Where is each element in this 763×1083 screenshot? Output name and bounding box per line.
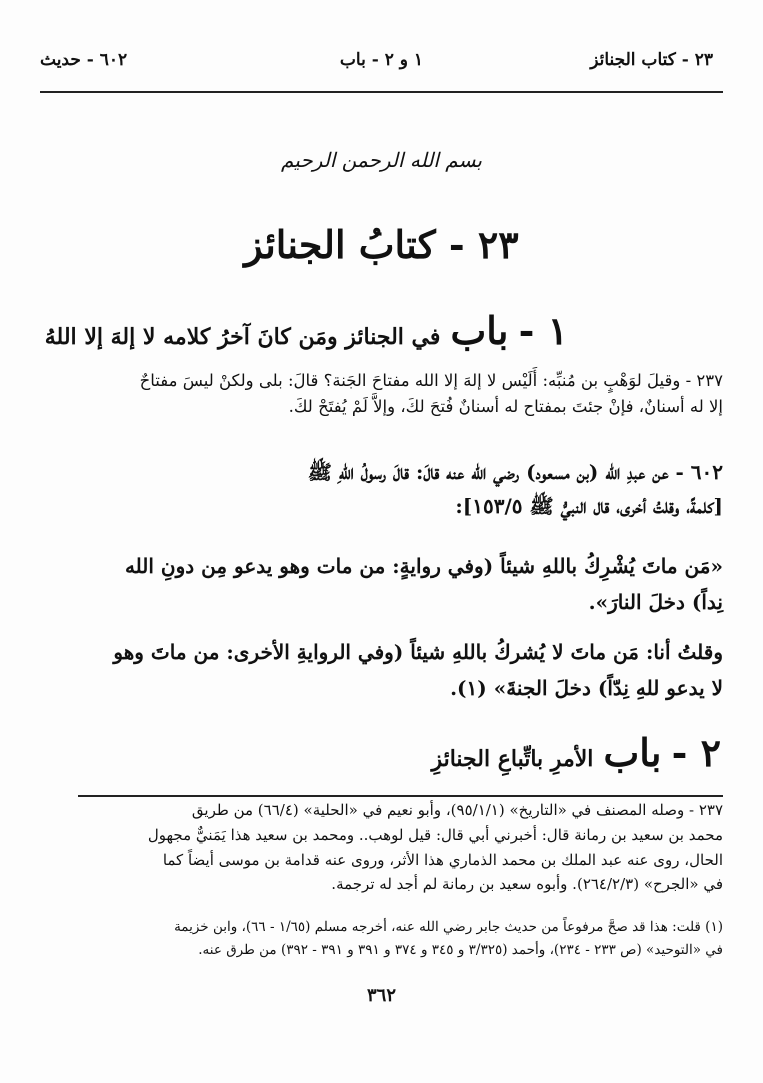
chapter-2-word: باب [603,730,662,775]
header-hadith: ٦٠٢ - حديث [40,50,128,70]
quote-1-line-2: نِداً) دخلَ النارَ». [588,590,723,614]
hadith-602 [42,455,723,523]
footnote-237-line-4: في «الجرح» (٢٦٤/٢/٣). وأبوه سعيد بن رمانة لم أجد له ترجمة. [331,875,723,894]
paragraph-237-line-2: إلا له أسنانٌ، فإنْ جئتَ بمفتاح له أسنانٌ فُتحَ لكَ، وإلاَّ لَمْ يُفتَحْ لكَ. [288,396,723,416]
chapter-1-heading [45,308,568,353]
book-title: ٢٣ - كتابُ الجنائز [244,222,519,267]
footnote-1-line-1: (١) قلت: هذا قد صحَّ مرفوعاً من حديث جابر رضي الله عنه، أخرجه مسلم (١/٦٥ - ٦٦)، وابن خزيمة [174,919,723,935]
hadith-quote-2 [42,634,723,706]
basmala: بسم الله الرحمن الرحيم [280,148,482,172]
footnote-rule [78,795,723,797]
quote-2-line-2: لا يدعو للهِ نِدّاً) دخلَ الجنةَ» (١). [450,676,723,700]
chapter-1-number: ١ - [518,308,568,353]
hadith-602-line-2: [كلمةً، وقلتُ أخرى، قال النبيُّ ﷺ ١٥٣/٥]: [455,494,723,518]
hadith-quote-1 [42,548,723,620]
footnote-1 [42,916,723,962]
footnote-237-line-2: محمد بن سعيد بن رمانة قال: أخبرني أبي قال: قيل لوهب.. ومحمد بن سعيد هذا يَمَنيٌّ مجهول [147,825,723,844]
chapter-1-word: باب [450,308,509,353]
footnote-237-line-1: ٢٣٧ - وصله المصنف في «التاريخ» (٩٥/١/١)، وأبو نعيم في «الحلية» (٦٦/٤) من طريق [191,801,723,819]
header-chapter: ١ و ٢ - باب [339,50,424,70]
chapter-2-number: ٢ - [671,730,721,775]
chapter-2-heading [431,730,721,775]
page-number: ٣٦٢ [366,985,396,1006]
chapter-2-title: الأمرِ باتِّباعِ الجنائزِ [431,746,594,772]
paragraph-237-line-1: ٢٣٧ - وقيلَ لوَهْبٍ بن مُنبِّه: أَلَيْس لا إلهَ إلا الله مفتاحَ الجَنة؟ قالَ: بلى ولكنْ ليسَ مفتاحٌ [139,371,723,390]
footnote-237-line-3: الحال، روى عنه عبد الملك بن محمد الذماري هذا الأثر، وروى عنه قدامة بن موسى أيضاً كما [162,850,723,869]
footnote-1-line-2: في «التوحيد» (ص ٢٣٣ - ٢٣٤)، وأحمد (٣/٣٢٥ و ٣٤٥ و ٣٧٤ و ٣٩١ و ٣٩١ - ٣٩٢) من طرق عنه. [198,941,723,958]
quote-1-line-1: «مَن ماتَ يُشْرِكُ باللهِ شيئاً (وفي روايةٍ: من مات وهو يدعو مِن دونِ الله [124,554,723,578]
header-book: ٢٣ - كتاب الجنائز [590,50,713,70]
quote-2-line-1: وقلتُ أنا: مَن ماتَ لا يُشركُ باللهِ شيئاً (وفي الروايةِ الأخرى: من ماتَ وهو [113,640,723,664]
paragraph-237 [42,368,723,419]
chapter-1-title: في الجنائز ومَن كانَ آخرُ كلامه لا إلهَ إلا اللهُ [44,324,441,350]
header-rule [40,91,723,93]
hadith-602-line-1: ٦٠٢ - عن عبدِ الله (بن مسعود) رضي الله عنه قالَ: قالَ رسولُ اللهِ ﷺ [307,460,723,484]
footnote-237 [42,798,723,897]
